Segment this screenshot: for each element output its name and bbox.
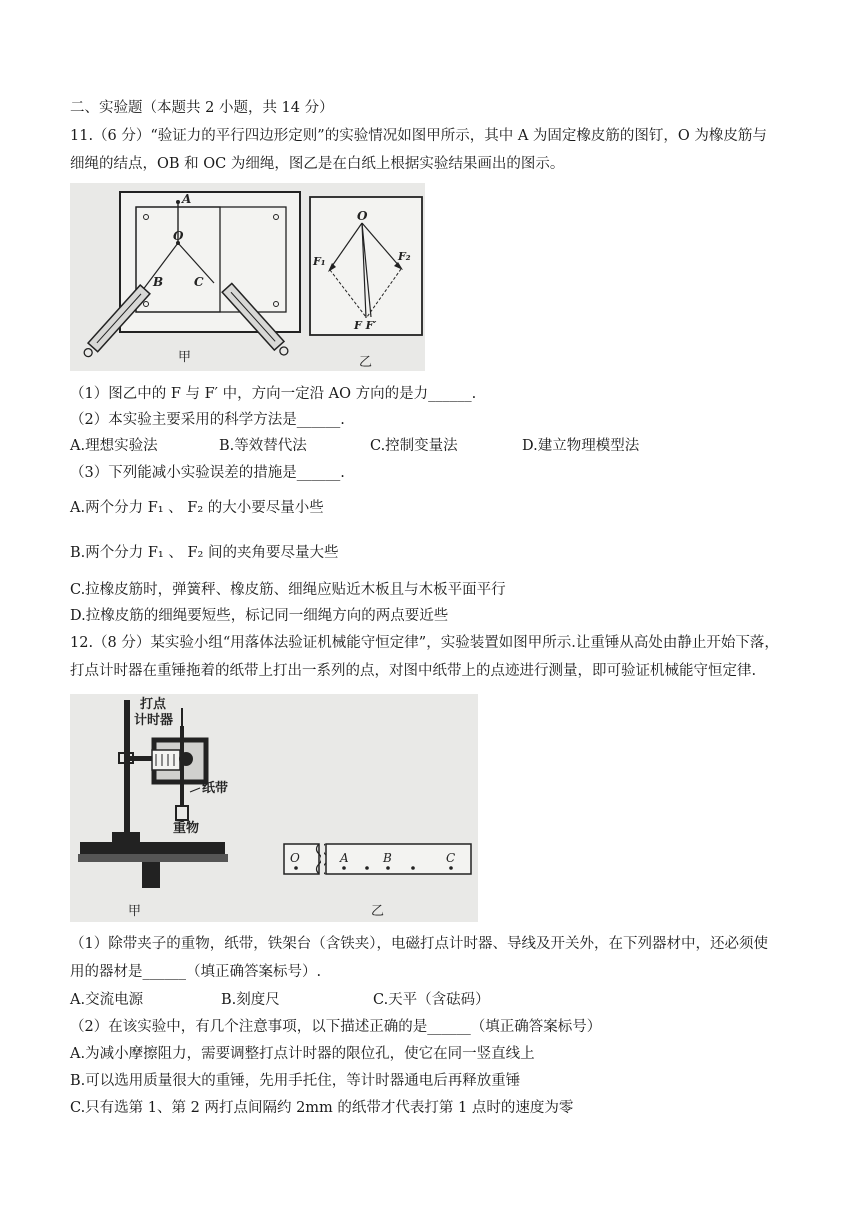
option-C: C.天平（含砝码） <box>373 992 490 1008</box>
point-C: C <box>446 851 456 865</box>
option-A: A.理想实验法 <box>70 438 158 454</box>
label-O-yi: O <box>357 209 368 223</box>
option-D: D.建立物理模型法 <box>522 438 640 454</box>
label-B: B <box>153 275 164 289</box>
q11-figure <box>70 183 425 371</box>
point-A: A <box>340 851 349 865</box>
label-F1: F₁ <box>313 255 326 268</box>
option-B: B.等效替代法 <box>219 438 307 454</box>
label-timer-2: 计时器 <box>134 713 174 728</box>
q11-sub2-options <box>70 436 639 456</box>
label-F-Fprime: F F′ <box>354 319 377 332</box>
q12-sub1-options <box>70 990 490 1010</box>
q11-sub3: （3）下列能减小实验误差的措施是______. <box>70 465 345 481</box>
q12-intro-line1: 12.（8 分）某实验小组“用落体法验证机械能守恒定律”，实验装置如图甲所示.让重锤从高处由静止开始下落， <box>70 635 779 651</box>
point-O: O <box>290 851 300 865</box>
q11-intro-line2: 细绳的结点，OB 和 OC 为细绳，图乙是在白纸上根据实验结果画出的图示。 <box>70 156 565 172</box>
label-C: C <box>194 275 204 289</box>
option-A: A.交流电源 <box>70 992 144 1008</box>
q12-sub1-line1: （1）除带夹子的重物，纸带，铁架台（含铁夹），电磁打点计时器、导线及开关外，在下列器材中，还必须使 <box>70 936 768 952</box>
q12-sub2-option-A: A.为减小摩擦阻力，需要调整打点计时器的限位孔，使它在同一竖直线上 <box>70 1046 535 1062</box>
label-O-jia: O <box>173 229 184 243</box>
q11-sub2: （2）本实验主要采用的科学方法是______. <box>70 412 345 428</box>
point-B: B <box>383 851 392 865</box>
option-B: B.刻度尺 <box>221 992 280 1008</box>
label-weight: 重物 <box>173 821 200 836</box>
caption-jia: 甲 <box>178 350 192 365</box>
q12-figure <box>70 694 478 922</box>
caption-yi-12: 乙 <box>371 904 385 919</box>
label-A: A <box>182 192 192 206</box>
caption-jia-12: 甲 <box>128 904 142 919</box>
q11-intro-line1: 11.（6 分）“验证力的平行四边形定则”的实验情况如图甲所示，其中 A 为固定橡皮筋的图钉，O 为橡皮筋与 <box>70 128 767 144</box>
q11-sub1: （1）图乙中的 F 与 F′ 中，方向一定沿 AO 方向的是力______. <box>70 386 477 402</box>
q12-sub2-option-B: B.可以选用质量很大的重锤，先用手托住，等计时器通电后再释放重锤 <box>70 1073 521 1089</box>
section-header: 二、实验题（本题共 2 小题，共 14 分） <box>70 100 334 116</box>
q11-sub3-option-D: D.拉橡皮筋的细绳要短些，标记同一细绳方向的两点要近些 <box>70 608 449 624</box>
label-timer-1: 打点 <box>140 697 167 712</box>
q11-sub3-option-B: B.两个分力 F₁ 、 F₂ 间的夹角要尽量大些 <box>70 545 339 561</box>
caption-yi: 乙 <box>359 355 373 370</box>
label-F2: F₂ <box>398 250 411 263</box>
q11-sub3-option-C: C.拉橡皮筋时，弹簧秤、橡皮筋、细绳应贴近木板且与木板平面平行 <box>70 582 506 598</box>
q11-sub3-option-A: A.两个分力 F₁ 、 F₂ 的大小要尽量小些 <box>70 500 324 516</box>
q12-sub1-line2: 用的器材是______（填正确答案标号）. <box>70 964 322 980</box>
q12-intro-line2: 打点计时器在重锤拖着的纸带上打出一系列的点，对图中纸带上的点迹进行测量，即可验证机械能守恒定律. <box>70 663 757 679</box>
q12-sub2: （2）在该实验中，有几个注意事项，以下描述正确的是______（填正确答案标号） <box>70 1019 602 1035</box>
option-C: C.控制变量法 <box>370 438 458 454</box>
label-tape: 纸带 <box>202 781 229 796</box>
q12-sub2-option-C: C.只有选第 1、第 2 两打点间隔约 2mm 的纸带才代表打第 1 点时的速度为零 <box>70 1100 574 1116</box>
